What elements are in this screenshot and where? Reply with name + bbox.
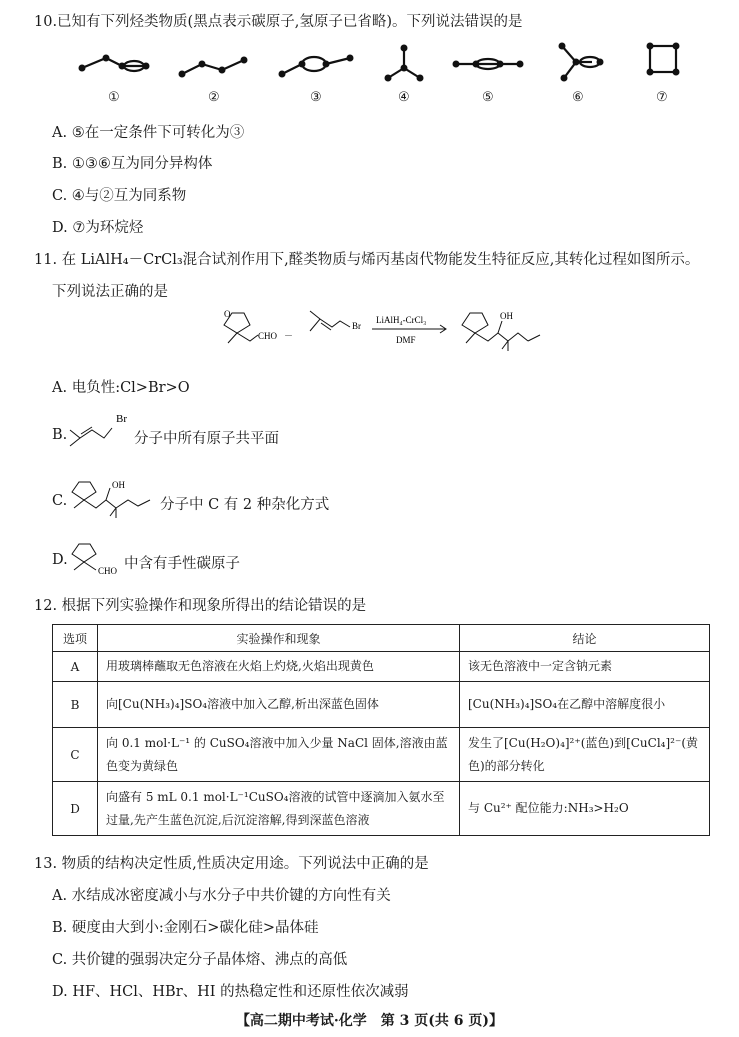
hydrocarbon-structures-figure [70, 40, 710, 110]
cho-label: CHO [258, 331, 278, 341]
header-option: 选项 [53, 625, 98, 652]
o-label: O [224, 309, 231, 319]
row-conclusion: 发生了[Cu(H₂O)₄]²⁺(蓝色)到[CuCl₄]²⁻(黄色)的部分转化 [460, 728, 710, 782]
label-2: ② [208, 90, 220, 105]
row-key: A [53, 652, 98, 682]
q10-structures [70, 40, 710, 110]
q11-option-c-prefix: C. [52, 493, 68, 509]
label-5: ⑤ [482, 90, 494, 105]
q11-stem-line1: 11. 在 LiAlH₄－CrCl₃混合试剂作用下,醛类物质与烯丙基卤代物能发生特征反应,其转化过程如图所示。 [34, 252, 700, 268]
q10-option-d: D. ⑦为环烷烃 [52, 220, 144, 236]
row-operation: 用玻璃棒蘸取无色溶液在火焰上灼烧,火焰出现黄色 [98, 652, 460, 682]
table-row [53, 682, 710, 728]
label-1: ① [108, 90, 120, 105]
q11-option-d-text: 中含有手性碳原子 [124, 556, 240, 572]
br-label: Br [352, 321, 361, 331]
q11-option-d-prefix: D. [52, 552, 68, 568]
label-6: ⑥ [572, 90, 584, 105]
header-conclusion: 结论 [460, 625, 710, 652]
reagent-bottom: DMF [396, 335, 416, 345]
q13-option-d: D. HF、HCl、HBr、HI 的热稳定性和还原性依次减弱 [52, 984, 409, 1000]
row-conclusion: 该无色溶液中一定含钠元素 [460, 652, 710, 682]
header-operation: 实验操作和现象 [98, 625, 460, 652]
q11-option-b-structure [66, 408, 132, 448]
q10-option-c: C. ④与②互为同系物 [52, 188, 187, 204]
row-operation: 向 0.1 mol·L⁻¹ 的 CuSO₄溶液中加入少量 NaCl 固体,溶液由蓝色变为黄绿色 [98, 728, 460, 782]
q13-option-b: B. 硬度由大到小:金刚石>碳化硅>晶体硅 [52, 920, 319, 936]
table-row [53, 652, 710, 682]
table-header-row [53, 625, 710, 652]
q10-option-a: A. ⑤在一定条件下可转化为③ [52, 125, 245, 141]
label-4: ④ [398, 90, 410, 105]
q11-option-c-structure [66, 474, 162, 520]
row-operation: 向[Cu(NH₃)₄]SO₄溶液中加入乙醇,析出深蓝色固体 [98, 682, 460, 728]
q11-option-b-prefix: B. [52, 427, 68, 443]
table-row [53, 728, 710, 782]
reagent-top: LiAlH₄-CrCl₃ [376, 315, 427, 325]
oh-label: OH [112, 480, 125, 490]
q13-option-c: C. 共价键的强弱决定分子晶体熔、沸点的高低 [52, 952, 348, 968]
row-key: B [53, 682, 98, 728]
q11-reaction-scheme [210, 305, 550, 355]
table-row [53, 782, 710, 836]
oh-label: OH [500, 311, 513, 321]
q12-stem: 12. 根据下列实验操作和现象所得出的结论错误的是 [34, 598, 367, 614]
bromide-structure [66, 408, 132, 448]
q11-option-b-text: 分子中所有原子共平面 [134, 431, 279, 447]
q11-option-c-text: 分子中 C 有 2 种杂化方式 [160, 497, 330, 513]
reaction-scheme-figure [210, 305, 550, 355]
row-operation: 向盛有 5 mL 0.1 mol·L⁻¹CuSO₄溶液的试管中逐滴加入氨水至过量,先产生蓝色沉淀,后沉淀溶解,得到深蓝色溶液 [98, 782, 460, 836]
q11-stem-line2: 下列说法正确的是 [52, 284, 168, 300]
row-conclusion: 与 Cu²⁺ 配位能力:NH₃>H₂O [460, 782, 710, 836]
q11-option-d-structure [66, 540, 132, 578]
row-conclusion: [Cu(NH₃)₄]SO₄在乙醇中溶解度很小 [460, 682, 710, 728]
row-key: D [53, 782, 98, 836]
q10-stem: 10.已知有下列烃类物质(黑点表示碳原子,氢原子已省略)。下列说法错误的是 [34, 14, 523, 30]
row-key: C [53, 728, 98, 782]
q13-option-a: A. 水结成冰密度减小与水分子中共价键的方向性有关 [52, 888, 391, 904]
page-footer: 【高二期中考试·化学 第 3 页(共 6 页)】 [235, 1013, 504, 1029]
aldehyde-structure [66, 540, 132, 578]
label-7: ⑦ [656, 90, 668, 105]
label-3: ③ [310, 90, 322, 105]
minus-sign: － [284, 331, 294, 341]
br-label: Br [116, 413, 127, 425]
q13-stem: 13. 物质的结构决定性质,性质决定用途。下列说法中正确的是 [34, 856, 429, 872]
cho-label: CHO [98, 566, 118, 576]
q12-table [52, 624, 710, 836]
q11-option-a: A. 电负性:Cl>Br>O [52, 380, 190, 396]
product-structure [66, 474, 162, 520]
q10-option-b: B. ①③⑥互为同分异构体 [52, 156, 213, 172]
